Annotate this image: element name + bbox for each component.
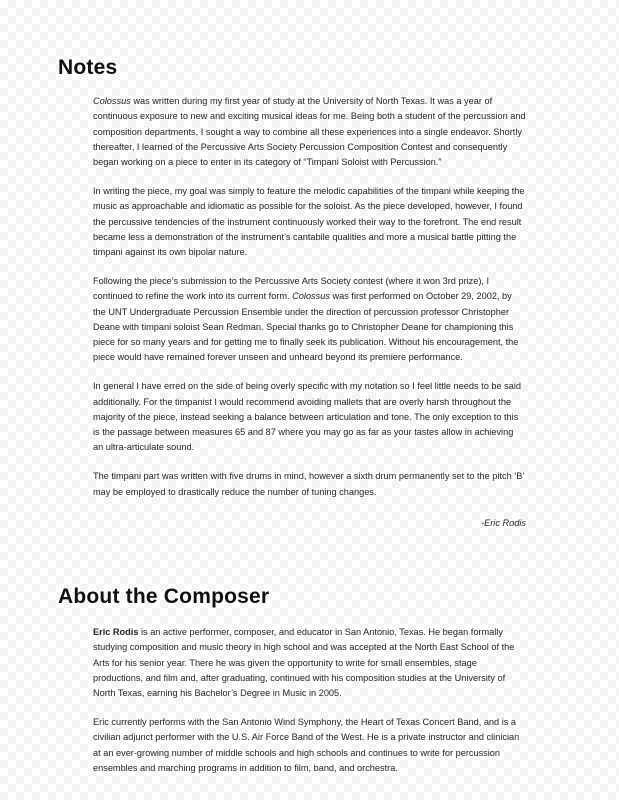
paragraph-text: is an active performer, composer, and educator in San Antonio, Texas. He began formally studying composition and music theory in high school and was accepted at the North East School of the Arts for his senior year. There he was given the opportunity to write for small ensembles, stage productions, and film and, after graduating, continued with his composition studies at the University of North Texas, earning his Bachelor’s Degree in Music in 2005. — [93, 627, 515, 698]
composer-name: Eric Rodis — [93, 627, 139, 638]
paragraph-text: In writing the piece, my goal was simply to feature the melodic capabilities of the timpani while keeping the music as approachable and idiomatic as possible for the soloist. As the piece developed, however, I found the percussive tendencies of the instrument continuously worked their way to the forefront. The end result became less a demonstration of the instrument’s cantabile qualities and more a musical battle pitting the timpani against its own bipolar nature. — [93, 186, 525, 257]
paragraph-notes-4 — [58, 379, 561, 455]
paragraph-composer-2 — [58, 715, 561, 776]
paragraph-notes-3 — [58, 274, 561, 365]
paragraph-text: In general I have erred on the side of being overly specific with my notation so I feel little needs to be said additionally. For the timpanist I would recommend avoiding mallets that are overly harsh throughout the majority of the piece, instead seeking a balance between articulation and tone. The only exception to this is the passage between measures 65 and 87 where you may go as far as your tastes allow in achieving an ultra-articulate sound. — [93, 381, 521, 453]
paragraph-text: was first performed on October 29, 2002, by the UNT Undergraduate Percussion Ensemble under the direction of percussion professor Christopher Deane with timpani soloist Sean Redman. Special thanks go to Christopher Deane for championing this piece for so many years and for getting me to finally seek its publication. Without his encouragement, the piece would have remained forever unseen and unheard beyond its premiere performance. — [93, 291, 519, 363]
paragraph-text: was written during my first year of study at the University of North Texas. It was a year of continuous exposure to new and exciting musical ideas for me. Being both a student of the percussion and composition departments, I sought a way to combine all these experiences into a single endeavor. Shortly thereafter, I learned of the Percussive Arts Society Percussion Composition Contest and consequently began working on a piece to enter in its category of “Timpani Soloist with Percussion.” — [93, 96, 526, 167]
paragraph-text: Following the piece’s submission to the Percussive Arts Society contest (where it won 3rd prize), I continued to refine the work into its current form. — [93, 276, 490, 302]
paragraph-text: The timpani part was written with five drums in mind, however a sixth drum permanently set to the pitch ‘B’ may be employed to drastically reduce the number of tuning changes. — [93, 471, 525, 497]
paragraph-text: Eric currently performs with the San Antonio Wind Symphony, the Heart of Texas Concert Band, and is a civilian adjunct performer with the U.S. Air Force Band of the West. He is a private instructor and clinician at an ever-growing number of middle schools and high schools and continues to write for percussion ensembles and marching programs in addition to film, band, and orchestra. — [93, 717, 520, 773]
work-title-colossus: Colossus — [292, 291, 330, 302]
section-notes — [58, 56, 561, 531]
page-title-notes: Notes — [58, 56, 118, 79]
paragraph-notes-1 — [58, 94, 561, 170]
section-about-the-composer — [58, 585, 561, 776]
paragraph-notes-5 — [58, 469, 561, 499]
paragraph-notes-2 — [58, 184, 561, 260]
page-title-about-the-composer: About the Composer — [58, 585, 270, 609]
author-signature: -Eric Rodis — [481, 517, 526, 528]
work-title-colossus: Colossus — [93, 96, 131, 107]
paragraph-composer-1 — [58, 625, 561, 701]
